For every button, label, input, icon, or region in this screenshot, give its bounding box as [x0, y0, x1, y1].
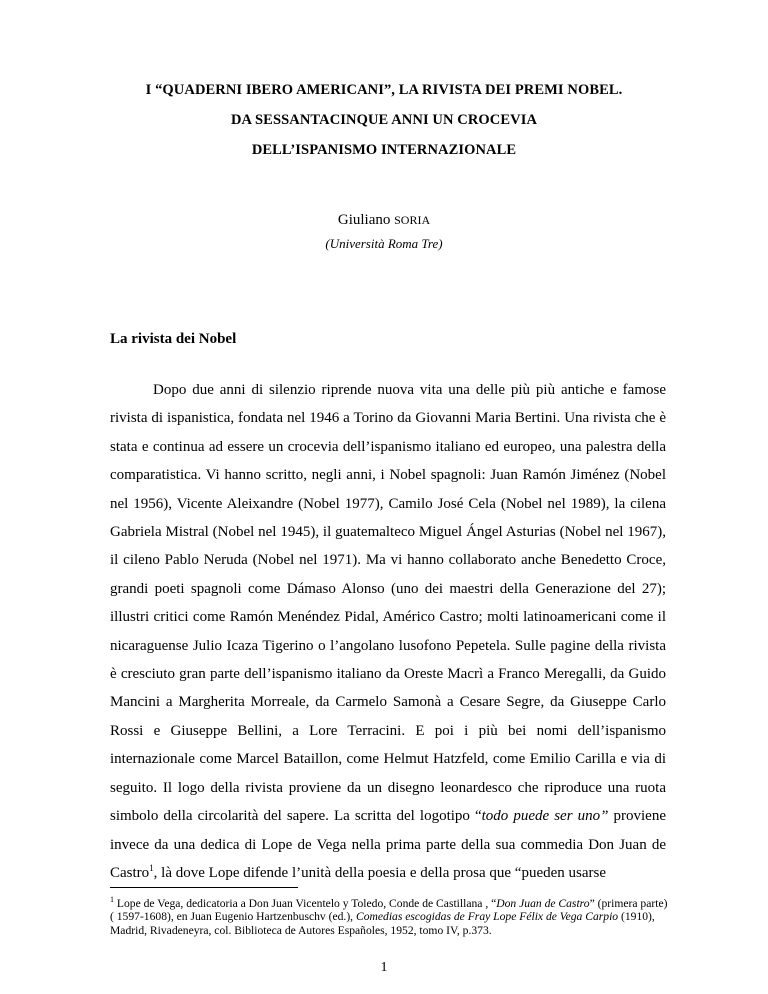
footnote-title-1: Don Juan de Castro [496, 896, 590, 910]
footnote-text-3: (1910), Madrid, Rivadeneyra, col. Biblioteca de Autores Españoles, 1952, tomo IV, p.373. [110, 910, 655, 937]
author-name [0, 212, 768, 229]
footnote-reference[interactable]: 1 [149, 862, 154, 873]
footnote-text-1: Lope de Vega, dedicatoria a Don Juan Vicentelo y Toledo, Conde de Castillana , “ [114, 896, 497, 910]
footnote-title-2: Comedias escogidas de Fray Lope Félix de Vega Carpio [355, 910, 619, 924]
body-paragraph [110, 376, 666, 887]
page-number: 1 [380, 960, 388, 975]
title-line-3: DELL’ISPANISMO INTERNAZIONALE [251, 142, 517, 158]
footnote-text-2: ” (primera parte) ( 1597-1608), en Juan Eugenio Hartzenbuschv (ed.), [110, 896, 668, 924]
body-text-1: Dopo due anni di silenzio riprende nuova vita una delle più più antiche e famose rivista di ispanistica, fondata nel 1946 a Torino da Giovanni Maria Bertini. Una rivista che è stata e continua ad essere un crocevia dell’ispanismo italiano ed europeo, una palestra della comparatistica. Vi hanno scritto, negli anni, i Nobel spagnoli: Juan Ramón Jiménez (Nobel nel 1956), Vicente Aleixandre (Nobel 1977), Camilo José Cela (Nobel nel 1989), la cilena Gabriela Mistral (Nobel nel 1945), il guatemalteco Miguel Ángel Asturias (Nobel nel 1967), il cileno Pablo Neruda (Nobel nel 1971). Ma vi hanno collaborato anche Benedetto Croce, grandi poeti spagnoli come Dámaso Alonso (uno dei maestri della Generazione del 27); illustri critici come Ramón Menéndez Pidal, Américo Castro; molti latinoamericani come il nicaraguense Julio Icaza Tigerino o l’angolano lusofono Pepetela. Sulle pagine della rivista è cresciuto gran parte dell’ispanismo italiano da Oreste Macrì a Franco Meregalli, da Guido Mancini a Margherita Morreale, da Carmelo Samonà a Cesare Segre, da Giuseppe Carlo Rossi e Giuseppe Bellini, a Lore Terracini. E poi i più bei nomi dell’ispanismo internazionale come Marcel Bataillon, come Helmut Hatzfeld, come Emilio Carilla e via di seguito. Il logo della rivista proviene da un disegno leonardesco che riproduce una ruota simbolo della circolarità del sapere. La scritta del logotipo “ [110, 382, 666, 825]
body-text-2: proviene invece da una dedica di Lope de Vega nella prima parte della sua commedia Don Juan de Castro [110, 808, 666, 881]
footnote-separator [110, 887, 298, 888]
body-text-3: , là dove Lope difende l’unità della poesia e della prosa que “pueden usarse [153, 864, 606, 881]
section-heading: La rivista dei Nobel [110, 331, 237, 347]
footnote-number: 1 [110, 895, 114, 904]
author-affiliation: (Università Roma Tre) [325, 236, 443, 251]
title-line-2: DA SESSANTACINQUE ANNI UN CROCEVIA [230, 112, 538, 128]
motto-text: todo puede ser uno” [481, 808, 609, 825]
author-first-name: Giuliano [337, 212, 395, 228]
author-last-name: SORIA [394, 213, 431, 227]
title-line-1: I “QUADERNI IBERO AMERICANI”, LA RIVISTA DEI PREMI NOBEL. [145, 82, 623, 98]
footnote [110, 893, 670, 937]
